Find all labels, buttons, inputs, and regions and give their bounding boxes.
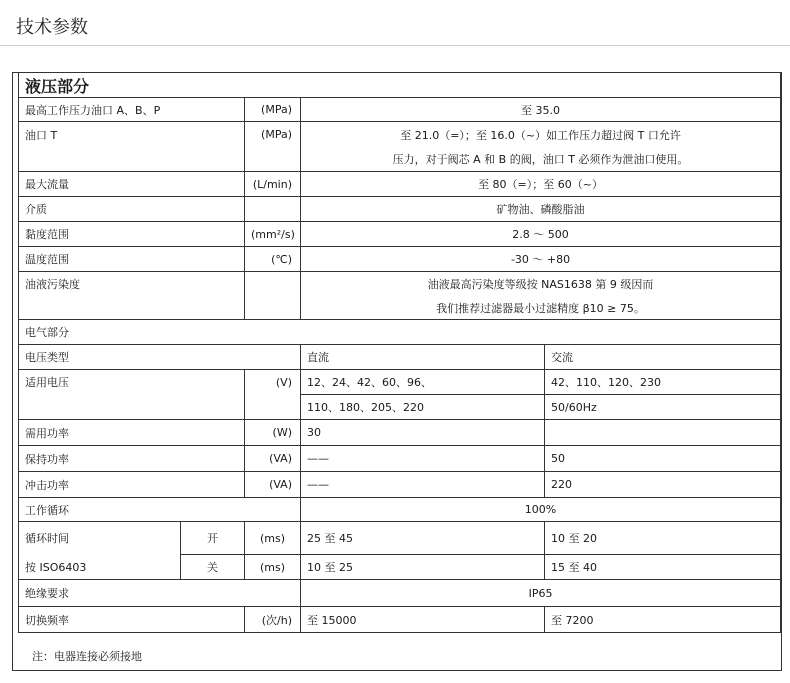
- row-cycle-on: [19, 522, 781, 555]
- unit-port-t: (MPa): [245, 122, 301, 148]
- row-contamination-cont: [19, 297, 781, 320]
- section-electrical-row: [19, 320, 781, 345]
- label-max-pressure: 最高工作压力油口 A、B、P: [19, 98, 245, 122]
- power-required-ac: [545, 420, 781, 446]
- value-max-pressure: 至 35.0: [301, 98, 781, 122]
- value-temperature: -30 ～ +80: [301, 247, 781, 272]
- value-duty-cycle: 100%: [301, 498, 781, 522]
- label-switch-frequency: 切换频率: [19, 607, 245, 633]
- page-header: [0, 0, 790, 46]
- cycle-off-dc: 10 至 25: [301, 555, 545, 580]
- voltage-ac-line1: 42、110、120、230: [545, 370, 781, 395]
- row-power-required: [19, 420, 781, 446]
- label-power-required: 需用功率: [19, 420, 245, 446]
- label-duty-cycle: 工作循环: [19, 498, 301, 522]
- row-max-flow: [19, 172, 781, 197]
- row-switch-frequency: [19, 607, 781, 633]
- label-voltage-type: 电压类型: [19, 345, 301, 370]
- unit-power-required: (W): [245, 420, 301, 446]
- cycle-on-ac: 10 至 20: [545, 522, 781, 555]
- label-cycle-standard: 按 ISO6403: [19, 555, 181, 580]
- unit-voltage: (V): [245, 370, 301, 395]
- label-contamination: 油液污染度: [19, 272, 245, 297]
- value-medium: 矿物油、磷酸脂油: [301, 197, 781, 222]
- power-inrush-ac: 220: [545, 472, 781, 498]
- label-cycle-time: 循环时间: [19, 522, 181, 555]
- value-max-flow: 至 80（=）；至 60（~）: [301, 172, 781, 197]
- label-insulation: 绝缘要求: [19, 580, 301, 607]
- row-temperature: [19, 247, 781, 272]
- switch-frequency-ac: 至 7200: [545, 607, 781, 633]
- unit-power-inrush: (VA): [245, 472, 301, 498]
- row-cycle-off: [19, 555, 781, 580]
- value-viscosity: 2.8 ～ 500: [301, 222, 781, 247]
- value-port-t-line2: 压力，对于阀芯 A 和 B 的阀，油口 T 必须作为泄油口使用。: [301, 148, 781, 172]
- label-power-hold: 保持功率: [19, 446, 245, 472]
- label-max-flow: 最大流量: [19, 172, 245, 197]
- row-power-hold: [19, 446, 781, 472]
- cycle-on-dc: 25 至 45: [301, 522, 545, 555]
- label-dc: 直流: [301, 345, 545, 370]
- row-port-t: [19, 122, 781, 148]
- label-port-t: 油口 T: [19, 122, 245, 148]
- section-title-electrical: 电气部分: [19, 320, 781, 345]
- value-contamination: 油液最高污染度等级按 NAS1638 第 9 级因而: [301, 272, 781, 297]
- row-insulation: [19, 580, 781, 607]
- row-contamination: [19, 272, 781, 297]
- power-inrush-dc: ——: [301, 472, 545, 498]
- footnote: 注：电器连接必须接地: [32, 650, 142, 663]
- unit-temperature: (℃): [245, 247, 301, 272]
- row-voltage: [19, 370, 781, 395]
- section-title-hydraulic: 液压部分: [19, 73, 781, 98]
- row-medium: [19, 197, 781, 222]
- unit-max-flow: (L/min): [245, 172, 301, 197]
- cycle-off-ac: 15 至 40: [545, 555, 781, 580]
- unit-cycle-on: (ms): [245, 522, 301, 555]
- row-voltage-cont: [19, 395, 781, 420]
- power-required-dc: 30: [301, 420, 545, 446]
- unit-power-hold: (VA): [245, 446, 301, 472]
- row-viscosity: [19, 222, 781, 247]
- label-voltage: 适用电压: [19, 370, 245, 395]
- label-medium: 介质: [19, 197, 245, 222]
- voltage-dc-line2: 110、180、205、220: [301, 395, 545, 420]
- unit-max-pressure: (MPa): [245, 98, 301, 122]
- label-temperature: 温度范围: [19, 247, 245, 272]
- label-cycle-on: 开: [181, 522, 245, 555]
- unit-cycle-off: (ms): [245, 555, 301, 580]
- section-hydraulic-row: [19, 73, 781, 98]
- label-cycle-off: 关: [181, 555, 245, 580]
- voltage-dc-line1: 12、24、42、60、96、: [301, 370, 545, 395]
- value-port-t: 至 21.0（=）；至 16.0（~）如工作压力超过阀 T 口允许: [301, 122, 781, 148]
- row-voltage-type: [19, 345, 781, 370]
- row-max-pressure: [19, 98, 781, 122]
- unit-switch-frequency: (次/h): [245, 607, 301, 633]
- value-contamination-line2: 我们推荐过滤器最小过滤精度 β10 ≥ 75。: [301, 297, 781, 320]
- label-viscosity: 黏度范围: [19, 222, 245, 247]
- row-port-t-cont: [19, 148, 781, 172]
- label-power-inrush: 冲击功率: [19, 472, 245, 498]
- spec-table: [18, 72, 781, 633]
- value-insulation: IP65: [301, 580, 781, 607]
- voltage-ac-line2: 50/60Hz: [545, 395, 781, 420]
- power-hold-dc: ——: [301, 446, 545, 472]
- power-hold-ac: 50: [545, 446, 781, 472]
- row-duty-cycle: [19, 498, 781, 522]
- page-title: 技术参数: [16, 17, 88, 38]
- label-ac: 交流: [545, 345, 781, 370]
- unit-medium: [245, 197, 301, 222]
- switch-frequency-dc: 至 15000: [301, 607, 545, 633]
- row-power-inrush: [19, 472, 781, 498]
- unit-viscosity: (mm²/s): [245, 222, 301, 247]
